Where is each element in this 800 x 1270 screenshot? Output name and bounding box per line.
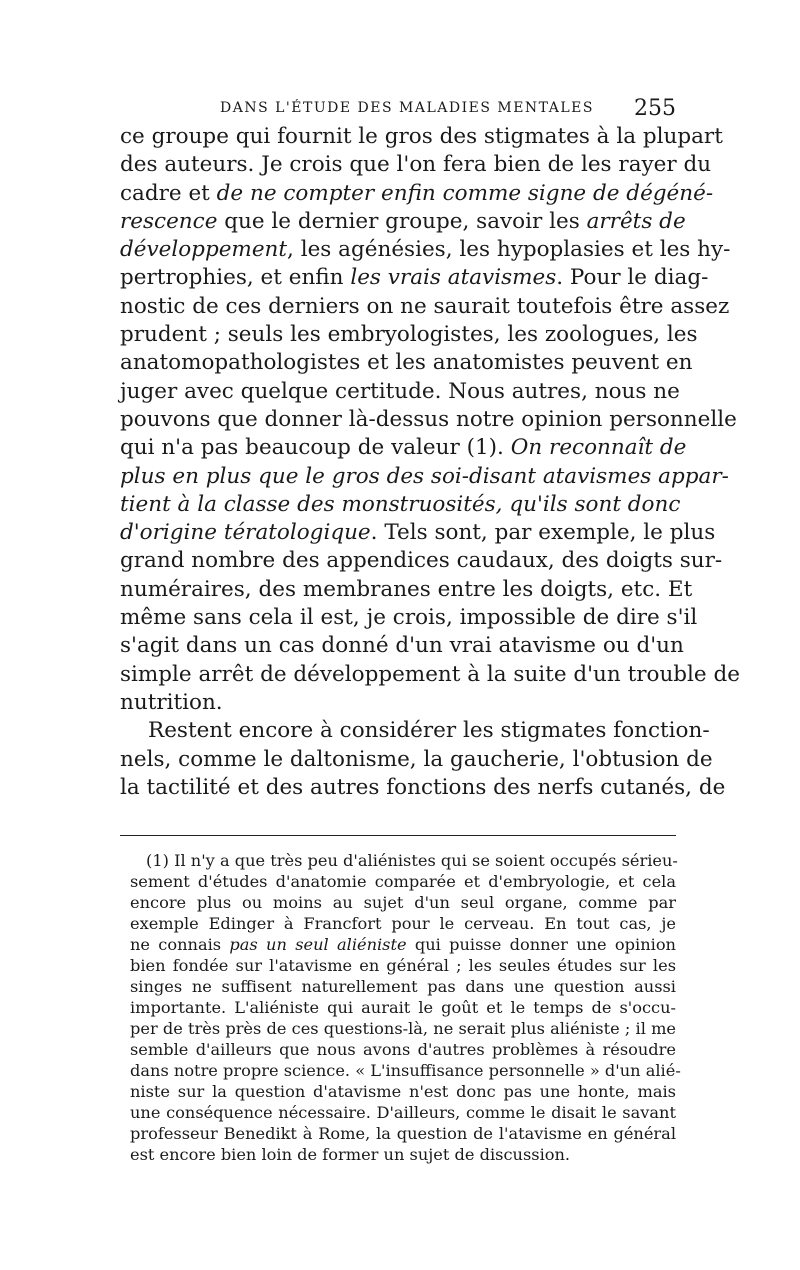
body-line: d'origine tératologique. Tels sont, par exemple, le plus xyxy=(120,520,716,546)
footnote-line: une conséquence nécessaire. D'ailleurs, comme le disait le savant xyxy=(130,1103,676,1122)
footnote-line: bien fondée sur l'atavisme en général ; les seules études sur les xyxy=(130,956,676,975)
footnote-line: encore plus ou moins au sujet d'un seul organe, comme par xyxy=(130,893,676,912)
body-line: juger avec quelque certitude. Nous autres, nous ne xyxy=(120,378,680,404)
body-line: rescence que le dernier groupe, savoir les arrêts de xyxy=(120,208,686,234)
body-line: numéraires, des membranes entre les doigts, etc. Et xyxy=(120,576,693,602)
body-line: pertrophies, et enfin les vrais atavismes. Pour le diag- xyxy=(120,265,709,291)
running-head xyxy=(140,96,676,120)
footnote-line: semble d'ailleurs que nous avons d'autres problèmes à résoudre xyxy=(130,1040,676,1059)
footnotes xyxy=(130,850,681,1165)
body-line: simple arrêt de développement à la suite d'un trouble de xyxy=(120,661,740,687)
footnote-line: niste sur la question d'atavisme n'est donc pas une honte, mais xyxy=(130,1082,676,1101)
body-line: pouvons que donner là-dessus notre opinion personnelle xyxy=(120,406,737,432)
footnote-line: (1) Il n'y a que très peu d'aliénistes qui se soient occupés sérieu- xyxy=(146,851,678,870)
running-title: DANS L'ÉTUDE DES MALADIES MENTALES xyxy=(220,100,594,116)
body-line: développement, les agénésies, les hypoplasies et les hy- xyxy=(120,237,731,263)
body-line: prudent ; seuls les embryologistes, les zoologues, les xyxy=(120,322,698,348)
body-line: nostic de ces derniers on ne saurait toutefois être assez xyxy=(120,293,730,319)
footnote-line: per de très près de ces questions-là, ne serait plus aliéniste ; il me xyxy=(130,1019,676,1038)
body-line: nutrition. xyxy=(120,689,223,715)
page-number: 255 xyxy=(634,96,676,121)
body-line: Restent encore à considérer les stigmates fonction- xyxy=(148,718,710,744)
body-line: plus en plus que le gros des soi-disant atavismes appar- xyxy=(120,463,729,489)
body-line: tient à la classe des monstruosités, qu'ils sont donc xyxy=(120,491,681,517)
body-text xyxy=(120,123,740,802)
body-line: ce groupe qui fournit le gros des stigmates à la plupart xyxy=(120,124,723,149)
body-line: anatomopathologistes et les anatomistes peuvent en xyxy=(120,350,693,376)
body-line: cadre et de ne compter enfin comme signe de dégéné- xyxy=(120,180,714,206)
footnote-line: sement d'études d'anatomie comparée et d'embryologie, et cela xyxy=(130,872,676,891)
footnote-line: ne connais pas un seul aliéniste qui puisse donner une opinion xyxy=(130,935,676,954)
footnote-line: singes ne suffisent naturellement pas dans une question aussi xyxy=(130,977,676,996)
footnote-line: importante. L'aliéniste qui aurait le goût et le temps de s'occu- xyxy=(130,998,676,1017)
footnote-line: professeur Benedikt à Rome, la question de l'atavisme en général xyxy=(130,1124,676,1143)
footnote-line: est encore bien loin de former un sujet de discussion. xyxy=(130,1145,571,1164)
body-line: s'agit dans un cas donné d'un vrai atavisme ou d'un xyxy=(120,633,684,659)
body-line: des auteurs. Je crois que l'on fera bien de les rayer du xyxy=(120,152,712,178)
body-line: même sans cela il est, je crois, impossible de dire s'il xyxy=(120,605,698,631)
body-line: nels, comme le daltonisme, la gaucherie, l'obtusion de xyxy=(120,746,713,772)
footnote-line: exemple Edinger à Francfort pour le cerveau. En tout cas, je xyxy=(130,914,676,933)
body-line: grand nombre des appendices caudaux, des doigts sur- xyxy=(120,548,723,574)
footnote-rule xyxy=(120,835,676,836)
body-line: la tactilité et des autres fonctions des nerfs cutanés, de xyxy=(120,774,726,800)
body-line: qui n'a pas beaucoup de valeur (1). On reconnaît de xyxy=(120,435,687,461)
footnote-line: dans notre propre science. « L'insuffisance personnelle » d'un alié- xyxy=(130,1061,681,1080)
